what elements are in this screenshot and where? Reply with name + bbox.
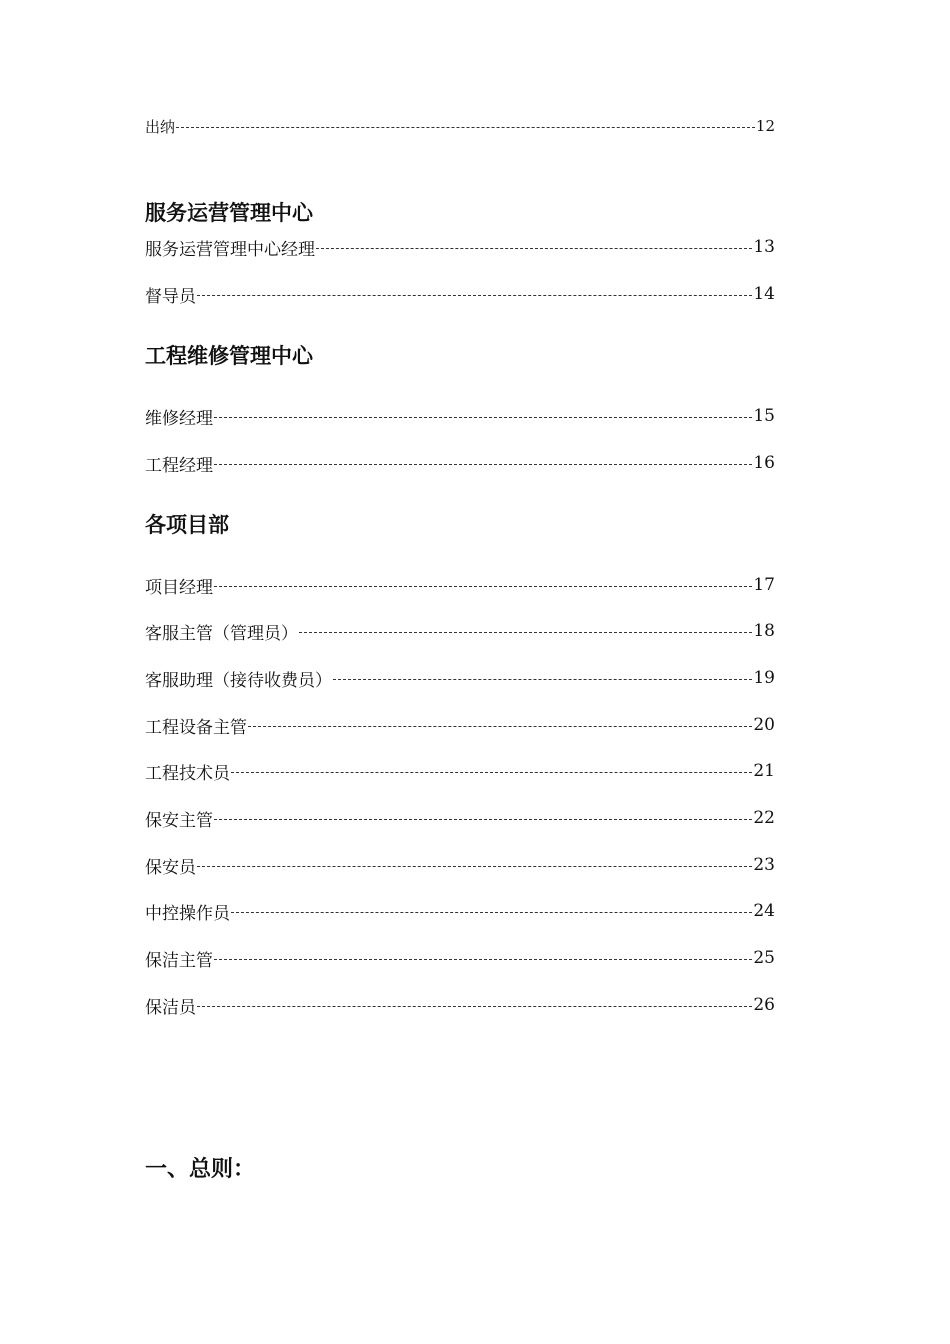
toc-entry[interactable] (145, 401, 775, 431)
toc-entry-page: 25 (753, 948, 775, 968)
toc-entry-title: 工程技术员 (145, 763, 230, 784)
toc-entry-page: 14 (753, 284, 775, 304)
toc-leader-dashes (197, 866, 752, 867)
toc-entry-title: 保洁员 (145, 997, 196, 1018)
chapter-heading: 一、总则： (145, 1157, 256, 1182)
toc-entry-page: 22 (753, 808, 775, 828)
toc-leader-dashes (176, 127, 755, 128)
toc-entry-title: 保安员 (145, 857, 196, 878)
toc-leader-dashes (248, 726, 752, 727)
toc-leader-dashes (214, 464, 752, 465)
toc-entry[interactable] (145, 990, 775, 1020)
toc-entry-page: 23 (753, 855, 775, 875)
toc-entry-title: 维修经理 (145, 408, 213, 429)
section-heading: 工程维修管理中心 (145, 344, 313, 368)
toc-entry-title: 客服主管（管理员） (145, 623, 298, 644)
toc-entry[interactable] (145, 448, 775, 478)
toc-leader-dashes (214, 586, 752, 587)
toc-entry[interactable] (145, 850, 775, 880)
toc-leader-dashes (316, 248, 752, 249)
toc-entry-title: 保洁主管 (145, 950, 213, 971)
section-heading: 服务运营管理中心 (145, 201, 313, 225)
toc-entry[interactable] (145, 232, 775, 262)
toc-leader-dashes (231, 912, 752, 913)
toc-entry-page: 17 (753, 575, 775, 595)
toc-entry-page: 13 (753, 237, 775, 257)
toc-entry[interactable] (145, 616, 775, 646)
toc-entry-page: 20 (753, 715, 775, 735)
toc-entry[interactable] (145, 756, 775, 786)
toc-leader-dashes (197, 295, 752, 296)
toc-entry-title: 保安主管 (145, 810, 213, 831)
toc-entry[interactable] (145, 896, 775, 926)
toc-entry[interactable] (145, 570, 775, 600)
toc-entry-page: 12 (755, 117, 775, 135)
toc-entry-title: 督导员 (145, 286, 196, 307)
toc-entry-title: 中控操作员 (145, 903, 230, 924)
toc-entry-page: 18 (753, 621, 775, 641)
toc-entry-page: 21 (753, 761, 775, 781)
toc-entry-title: 出纳 (145, 117, 176, 136)
toc-leader-dashes (197, 1006, 752, 1007)
toc-entry[interactable] (145, 803, 775, 833)
toc-entry-title: 项目经理 (145, 577, 213, 598)
section-heading: 各项目部 (145, 513, 229, 537)
toc-entry-page: 19 (753, 668, 775, 688)
toc-entry[interactable] (145, 663, 775, 693)
toc-entry-title: 客服助理（接待收费员） (145, 670, 332, 691)
toc-leader-dashes (214, 417, 752, 418)
toc-leader-dashes (333, 679, 752, 680)
toc-entry[interactable] (145, 279, 775, 309)
toc-entry[interactable] (145, 943, 775, 973)
toc-entry-page: 15 (753, 406, 775, 426)
toc-entry-page: 24 (753, 901, 775, 921)
toc-entry-page: 16 (753, 453, 775, 473)
toc-entry[interactable] (145, 111, 775, 141)
toc-leader-dashes (231, 772, 752, 773)
toc-entry-title: 服务运营管理中心经理 (145, 239, 315, 260)
toc-leader-dashes (214, 819, 752, 820)
toc-entry-page: 26 (753, 995, 775, 1015)
toc-leader-dashes (214, 959, 752, 960)
toc-leader-dashes (299, 632, 752, 633)
toc-entry-title: 工程设备主管 (145, 717, 247, 738)
toc-entry[interactable] (145, 710, 775, 740)
toc-entry-title: 工程经理 (145, 455, 213, 476)
